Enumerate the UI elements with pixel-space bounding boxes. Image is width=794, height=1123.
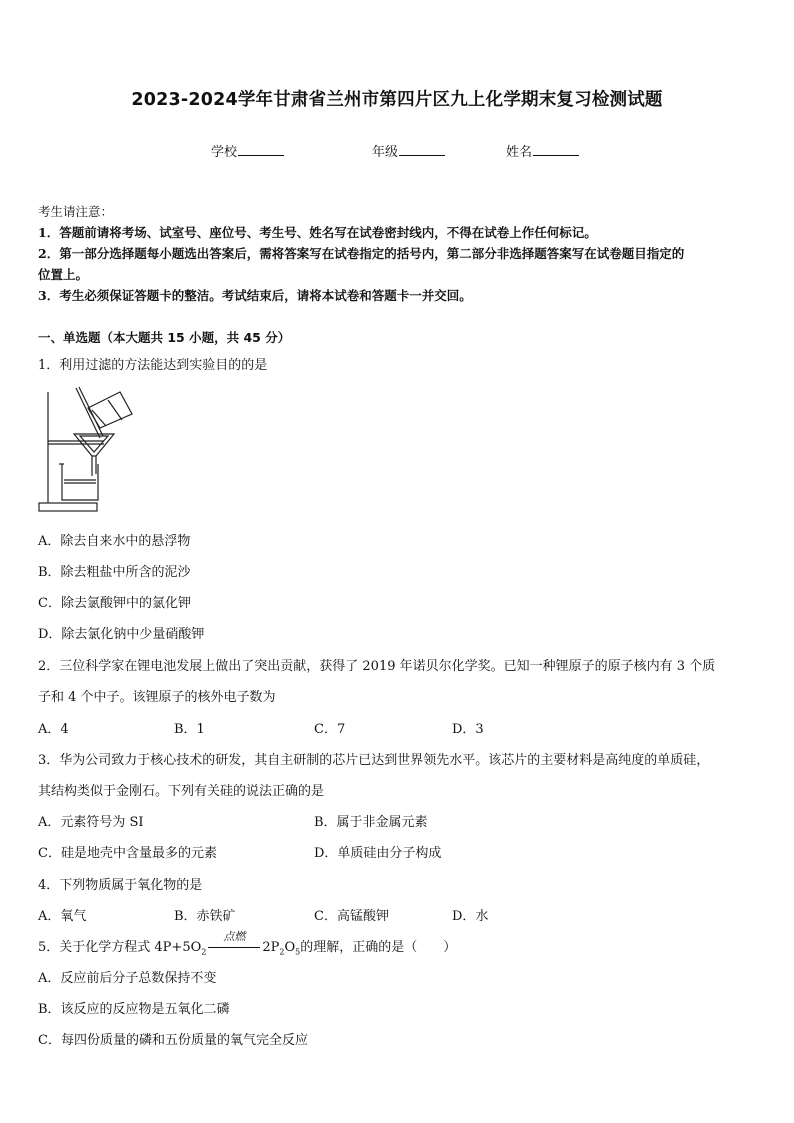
notice-item-3: 3．考生必须保证答题卡的整洁。考试结束后，请将本试卷和答题卡一并交回。 [38, 288, 472, 303]
q1-option-a: A．除去自来水中的悬浮物 [38, 534, 191, 549]
name-blank [533, 143, 579, 156]
section-heading: 一、单选题（本大题共 15 小题，共 45 分） [38, 330, 291, 345]
q5-option-a: A．反应前后分子总数保持不变 [38, 971, 217, 986]
reaction-condition: 点燃 [223, 930, 246, 943]
q5-option-c: C．每四份质量的磷和五份质量的氧气完全反应 [38, 1033, 308, 1048]
q2-option-a: A．4 [38, 722, 69, 737]
q3-stem-line1: 3．华为公司致力于核心技术的研发，其自主研制的芯片已达到世界领先水平。该芯片的主要材料是高纯度的单质硅， [38, 753, 710, 768]
q5-product: 2P [262, 940, 280, 955]
q2-stem-line1: 2．三位科学家在锂电池发展上做出了突出贡献，获得了 2019 年诺贝尔化学奖。已知一种锂原子的原子核内有 3 个质 [38, 659, 716, 674]
q2-stem-line2: 子和 4 个中子。该锂原子的核外电子数为 [38, 690, 276, 705]
page-title: 2023-2024学年甘肃省兰州市第四片区九上化学期末复习检测试题 [131, 90, 663, 110]
q4-option-a: A．氧气 [38, 909, 87, 924]
name-field [506, 141, 579, 160]
q5-option-b: B．该反应的反应物是五氧化二磷 [38, 1002, 230, 1017]
q2-option-b: B．1 [174, 722, 205, 737]
q2-option-c: C．7 [314, 722, 346, 737]
q5-stem-suffix: 的理解，正确的是（ ） [300, 940, 457, 955]
q5-sub-o5: 5 [295, 947, 301, 957]
q4-option-c: C．高锰酸钾 [314, 909, 389, 924]
q5-stem-prefix: 5．关于化学方程式 4P+5O [38, 940, 202, 955]
q5-stem [38, 930, 457, 957]
q4-option-b: B．赤铁矿 [174, 909, 236, 924]
school-field [211, 141, 284, 160]
q4-stem: 4．下列物质属于氧化物的是 [38, 878, 203, 893]
q5-sub-p: 2 [279, 947, 285, 957]
reaction-arrow [206, 930, 262, 951]
notice-item-1: 1．答题前请将考场、试室号、座位号、考生号、姓名写在试卷密封线内，不得在试卷上作任何标记。 [38, 225, 597, 240]
notice-item-2-cont: 位置上。 [38, 267, 89, 282]
q3-option-b: B．属于非金属元素 [314, 815, 428, 830]
q5-sub-o2: 2 [201, 947, 207, 957]
grade-blank [399, 143, 445, 156]
filtration-apparatus-figure [36, 386, 136, 516]
school-label: 学校 [211, 145, 238, 160]
q1-option-b: B．除去粗盐中所含的泥沙 [38, 565, 191, 580]
q1-option-d: D．除去氯化钠中少量硝酸钾 [38, 627, 205, 642]
name-label: 姓名 [506, 145, 533, 160]
q3-option-d: D．单质硅由分子构成 [314, 846, 442, 861]
q3-option-c: C．硅是地壳中含量最多的元素 [38, 846, 217, 861]
notice-item-2: 2．第一部分选择题每小题选出答案后，需将答案写在试卷指定的括号内，第二部分非选择题答案写在试卷题目指定的 [38, 246, 685, 261]
grade-field [372, 141, 445, 160]
q5-product-o: O [284, 940, 296, 955]
school-blank [238, 143, 284, 156]
grade-label: 年级 [372, 145, 399, 160]
reaction-line [208, 947, 260, 948]
q1-option-c: C．除去氯酸钾中的氯化钾 [38, 596, 191, 611]
q3-option-a: A．元素符号为 SI [38, 815, 144, 830]
q2-option-d: D．3 [452, 722, 484, 737]
q3-stem-line2: 其结构类似于金刚石。下列有关硅的说法正确的是 [38, 784, 325, 799]
q4-option-d: D．水 [452, 909, 489, 924]
notice-heading: 考生请注意： [38, 204, 114, 219]
q1-stem: 1．利用过滤的方法能达到实验目的的是 [38, 358, 268, 373]
